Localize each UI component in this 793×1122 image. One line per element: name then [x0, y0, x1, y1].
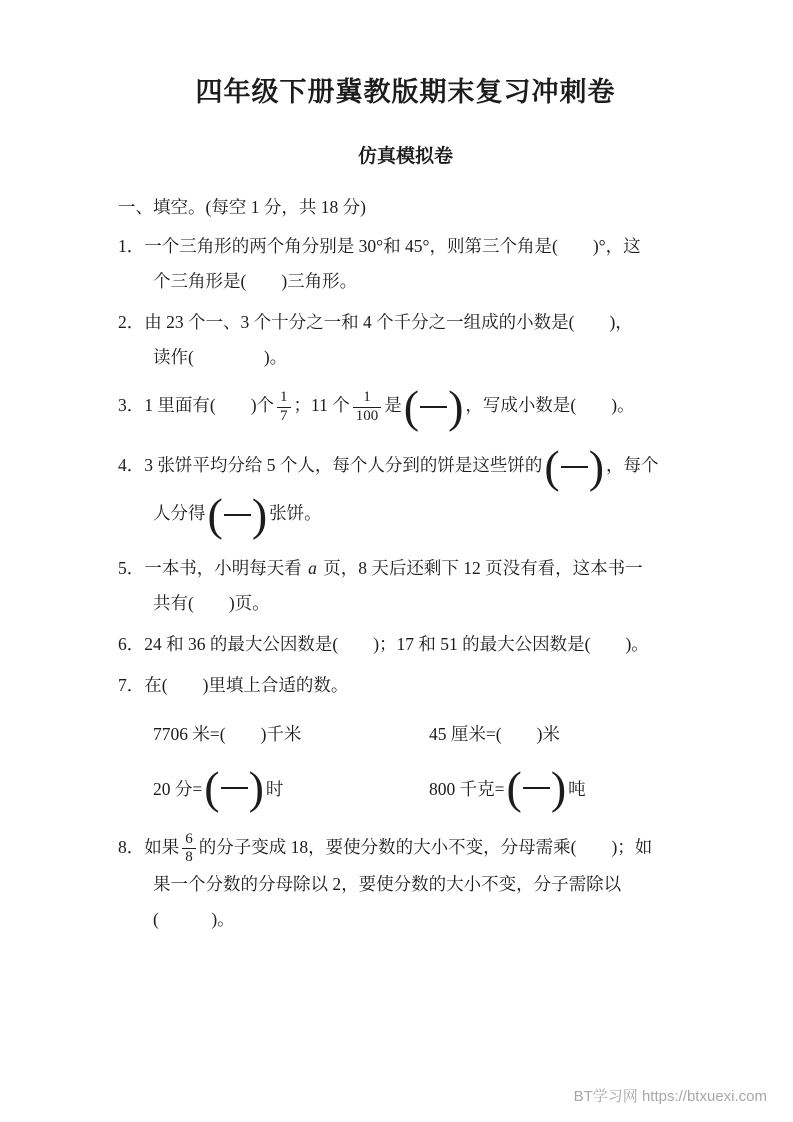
paren-left: (	[544, 441, 560, 493]
paren-left: (	[204, 762, 220, 814]
question-7-text: 800 千克=	[429, 778, 505, 799]
fraction-6-8	[182, 831, 196, 867]
paren-right: )	[251, 489, 268, 541]
empty-fraction-blank	[204, 764, 264, 812]
empty-fraction-blank	[544, 443, 604, 491]
question-3	[118, 383, 693, 431]
empty-fraction-blank	[208, 491, 268, 539]
question-4-text: 人分得	[153, 503, 206, 524]
footer-watermark: BT学习网 https://btxuexi.com	[573, 1088, 767, 1105]
question-4-text: 张饼。	[269, 503, 322, 524]
fraction-bar	[523, 787, 550, 789]
question-4	[118, 443, 693, 539]
question-4-text: 4．3 张饼平均分给 5 个人，每个人分到的饼是这些饼的	[118, 455, 543, 476]
paren-left: (	[403, 381, 420, 433]
paren-right: )	[248, 762, 264, 814]
question-5-line-2: 共有( )页。	[153, 593, 270, 613]
fraction-denominator: 8	[182, 848, 196, 866]
question-8-line-2: 果一个分数的分母除以 2，要使分数的大小不变，分子需除以	[153, 873, 622, 894]
question-7-text: 吨	[568, 778, 586, 799]
question-3-text: 是	[384, 395, 402, 416]
paren-right: )	[448, 381, 464, 433]
question-2	[118, 305, 693, 375]
question-1-line-2: 个三角形是( )三角形。	[153, 271, 358, 291]
question-8	[118, 830, 693, 937]
fraction-numerator: 1	[363, 389, 371, 406]
question-3-text: ；11 个	[293, 395, 350, 416]
section-heading: 一、填空。(每空 1 分，共 18 分)	[118, 197, 366, 217]
variable-a: a	[308, 558, 317, 578]
empty-fraction-blank	[507, 764, 567, 812]
question-7-row-1	[153, 721, 693, 746]
fraction-1-7	[277, 389, 291, 425]
question-4-text: ，每个	[606, 455, 659, 476]
fraction-numerator: 1	[280, 389, 288, 406]
fraction-1-100	[353, 389, 382, 425]
question-7-blank: 45 厘米=( )米	[429, 724, 560, 744]
question-7-text: 20 分=	[153, 778, 203, 799]
empty-fraction-blank	[404, 383, 464, 431]
fraction-bar	[420, 406, 447, 408]
question-5-text: 5．一本书，小明每天看	[118, 558, 307, 578]
question-2-line-2: 读作( )。	[153, 347, 288, 367]
page-title: 四年级下册冀教版期末复习冲刺卷	[195, 77, 616, 107]
page-subtitle: 仿真模拟卷	[357, 146, 453, 167]
question-7-row-2	[153, 764, 693, 812]
fraction-numerator: 6	[185, 831, 193, 848]
question-8-line-3: ( )。	[153, 908, 235, 929]
question-2-line-1: 2．由 23 个一、3 个十分之一和 4 个千分之一组成的小数是( )，	[118, 312, 633, 332]
question-7-text: 时	[265, 778, 284, 799]
fraction-denominator: 7	[277, 407, 291, 425]
fraction-denominator: 100	[353, 407, 382, 425]
question-1-line-1: 1．一个三角形的两个角分别是 30°和 45°，则第三个角是( )°，这	[118, 236, 641, 256]
fraction-bar	[221, 787, 248, 789]
question-6	[118, 627, 693, 662]
paren-left: (	[207, 489, 223, 541]
fraction-bar	[561, 466, 588, 468]
question-8-text: 8．如果	[118, 837, 180, 857]
paren-left: (	[506, 762, 522, 814]
question-7-line-1: 7．在( )里填上合适的数。	[118, 675, 349, 695]
question-7-blank	[429, 764, 586, 812]
paren-right: )	[588, 441, 605, 493]
question-6-line-1: 6．24 和 36 的最大公因数是( )；17 和 51 的最大公因数是( )。	[118, 634, 649, 654]
question-5	[118, 551, 693, 621]
question-7-answers	[153, 721, 693, 812]
question-8-text: 的分子变成 18，要使分数的大小不变，分母需乘( )；如	[198, 837, 653, 857]
question-7-blank	[153, 764, 429, 812]
question-7	[118, 668, 693, 703]
question-7-blank: 7706 米=( )千米	[153, 724, 302, 744]
paren-right: )	[550, 762, 567, 814]
question-5-text: 页，8 天后还剩下 12 页没有看，这本书一	[318, 558, 643, 578]
fraction-bar	[224, 514, 251, 516]
question-3-text: 3．1 里面有( )个	[118, 395, 275, 416]
question-1	[118, 229, 693, 299]
question-3-text: ，写成小数是( )。	[465, 395, 635, 416]
